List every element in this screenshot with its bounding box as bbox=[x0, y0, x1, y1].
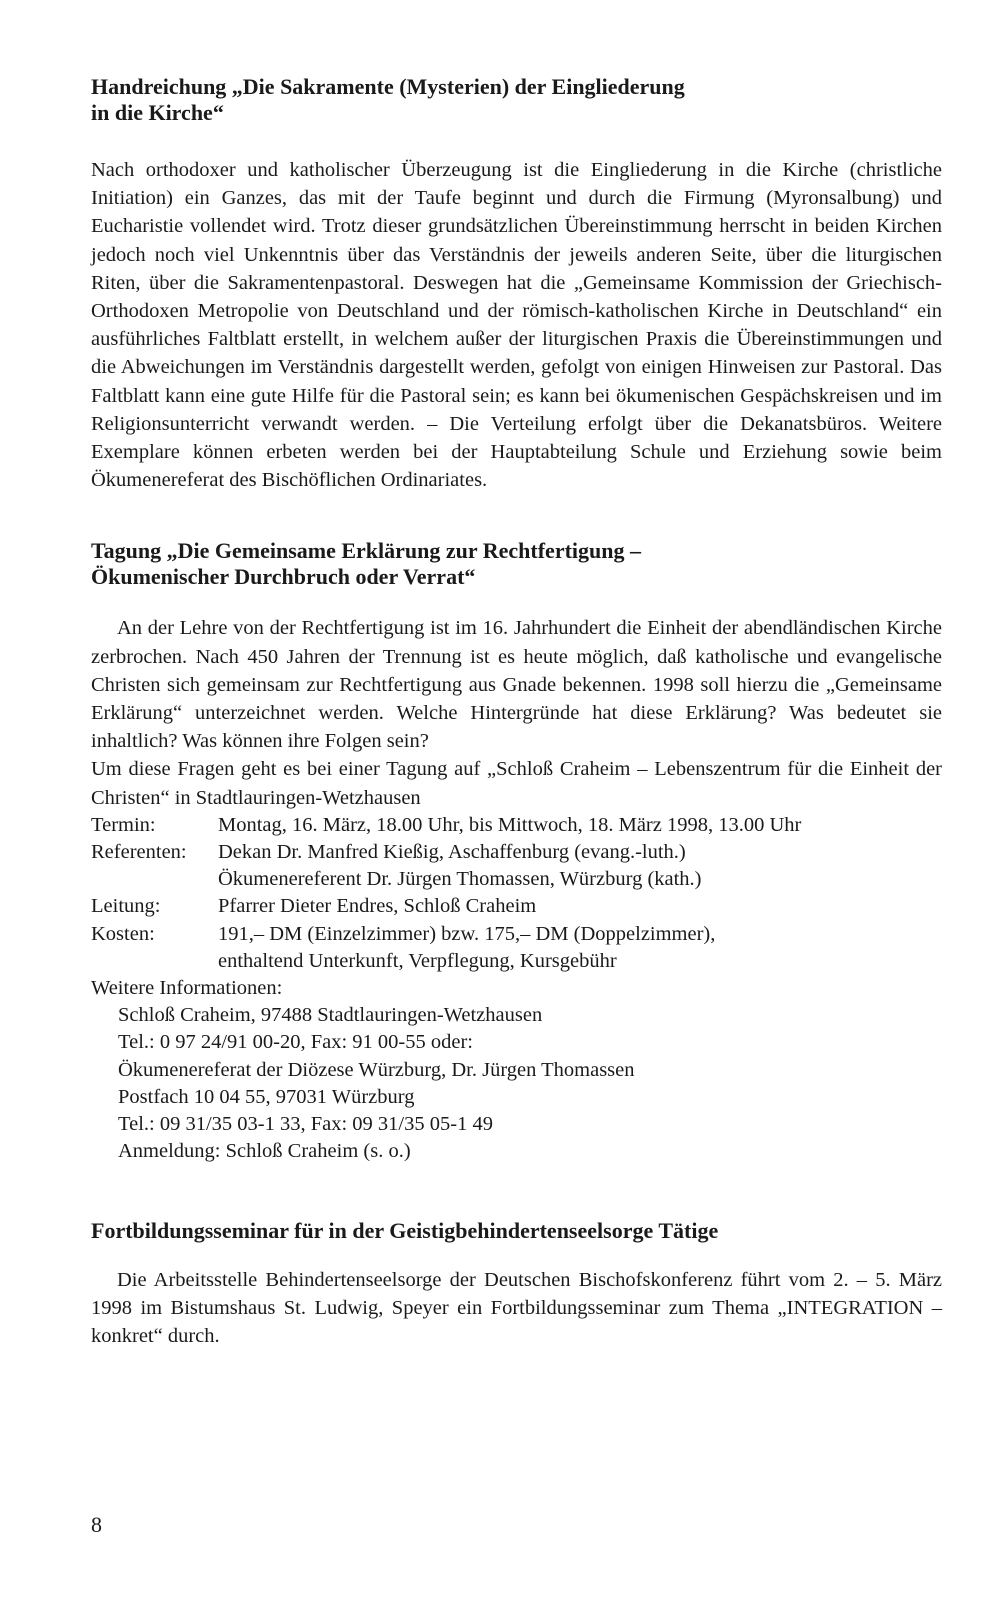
referent-2: Ökumenereferent Dr. Jürgen Thomassen, Würzburg (kath.) bbox=[218, 868, 702, 891]
referent-1: Dekan Dr. Manfred Kießig, Aschaffenburg (evang.-luth.) bbox=[218, 841, 686, 864]
termin-label: Termin: bbox=[91, 813, 156, 836]
section-fortbildungsseminar bbox=[91, 1218, 942, 1351]
section-body: Die Arbeitsstelle Behindertenseelsorge der Deutschen Bischofskonferenz führt vom 2. – 5. März 1998 im Bistumshaus St. Ludwig, Speyer ein Fortbildungsseminar zum Thema „INTEGRATION – konkret“ durch. bbox=[91, 1268, 942, 1347]
kosten-row bbox=[91, 921, 942, 948]
kosten-label: Kosten: bbox=[91, 922, 155, 945]
termin-row bbox=[91, 812, 942, 839]
section-title-line2: Ökumenischer Durchbruch oder Verrat“ bbox=[91, 564, 476, 590]
kosten-value-2: enthaltend Unterkunft, Verpflegung, Kursgebühr bbox=[218, 949, 617, 972]
section-title-line1: Tagung „Die Gemeinsame Erklärung zur Rechtfertigung – bbox=[91, 538, 641, 564]
section-title-line2: in die Kirche“ bbox=[91, 100, 224, 125]
section-handreichung bbox=[91, 74, 942, 494]
kosten-value-1: 191,– DM (Einzelzimmer) bzw. 175,– DM (Doppelzimmer), bbox=[218, 922, 716, 945]
info-line: Tel.: 09 31/35 03-1 33, Fax: 09 31/35 05-1 49 bbox=[118, 1113, 493, 1136]
termin-value: Montag, 16. März, 18.00 Uhr, bis Mittwoch, 18. März 1998, 13.00 Uhr bbox=[218, 813, 802, 836]
info-line: Postfach 10 04 55, 97031 Würzburg bbox=[118, 1085, 415, 1108]
section-title bbox=[91, 538, 942, 590]
referenten-label: Referenten: bbox=[91, 841, 187, 864]
section-body: An der Lehre von der Rechtfertigung ist im 16. Jahrhundert die Einheit der abendländischen Kirche zerbrochen. Nach 450 Jahren der Trennung ist es heute möglich, daß katholische und evangelische Christen sich gemeinsam zur Rechtfertigung aus Gnade bekennen. 1998 soll hierzu die „Gemeinsame Erklärung“ unterzeichnet werden. Welche Hintergründe hat diese Erklärung? Was bedeutet sie inhaltlich? Was können ihre Folgen sein? bbox=[91, 617, 942, 753]
section-body: Nach orthodoxer und katholischer Überzeugung ist die Eingliederung in die Kirche (christliche Initiation) ein Ganzes, das mit der Taufe beginnt und durch die Firmung (Myronsalbung) und Eucharistie vollendet wird. Trotz dieser grundsätzlichen Übereinstimmung herrscht in beiden Kirchen jedoch noch viel Unkenntnis über das Verständnis der jeweils anderen Seite, über die liturgischen Riten, über die Sakramentenpastoral. Deswegen hat die „Gemeinsame Kommission der Griechisch-Orthodoxen Metropolie von Deutschland und der römisch-katholischen Kirche in Deutschland“ ein ausführliches Faltblatt erstellt, in welchem außer der liturgischen Praxis die Übereinstimmungen und die Abweichungen im Verständnis dargestellt werden, gefolgt von einigen Hinweisen zur Pastoral. Das Faltblatt kann eine gute Hilfe für die Pastoral sein; es kann bei ökumenischen Gespächskreisen und im Religionsunterricht verwandt werden. – Die Verteilung erfolgt über die Dekanatsbüros. Weitere Exemplare können erbeten werden bei der Hauptabteilung Schule und Erziehung sowie beim Ökumenereferat des Bischöflichen Ordinariates. bbox=[91, 159, 942, 492]
info-heading: Weitere Informationen: bbox=[91, 977, 283, 1000]
info-line: Tel.: 0 97 24/91 00-20, Fax: 91 00-55 oder: bbox=[118, 1031, 473, 1054]
section-title: Fortbildungsseminar für in der Geistigbehindertenseelsorge Tätige bbox=[91, 1217, 719, 1243]
page-content bbox=[91, 74, 942, 1350]
leitung-label: Leitung: bbox=[91, 895, 161, 918]
page-number: 8 bbox=[91, 1512, 102, 1537]
referenten-row bbox=[91, 839, 942, 866]
info-line: Schloß Craheim, 97488 Stadtlauringen-Wetzhausen bbox=[118, 1004, 543, 1027]
info-line: Ökumenereferat der Diözese Würzburg, Dr. Jürgen Thomassen bbox=[118, 1058, 635, 1081]
leitung-row bbox=[91, 893, 942, 920]
section-body-2: Um diese Fragen geht es bei einer Tagung auf „Schloß Craheim – Lebenszentrum für die Einheit der Christen“ in Stadtlauringen-Wetzhausen bbox=[91, 758, 942, 809]
section-title-line1: Handreichung „Die Sakramente (Mysterien) der Eingliederung bbox=[91, 74, 685, 99]
leitung-value: Pfarrer Dieter Endres, Schloß Craheim bbox=[218, 895, 537, 918]
info-line: Anmeldung: Schloß Craheim (s. o.) bbox=[118, 1140, 411, 1163]
section-title bbox=[91, 74, 942, 126]
section-tagung bbox=[91, 538, 942, 1165]
